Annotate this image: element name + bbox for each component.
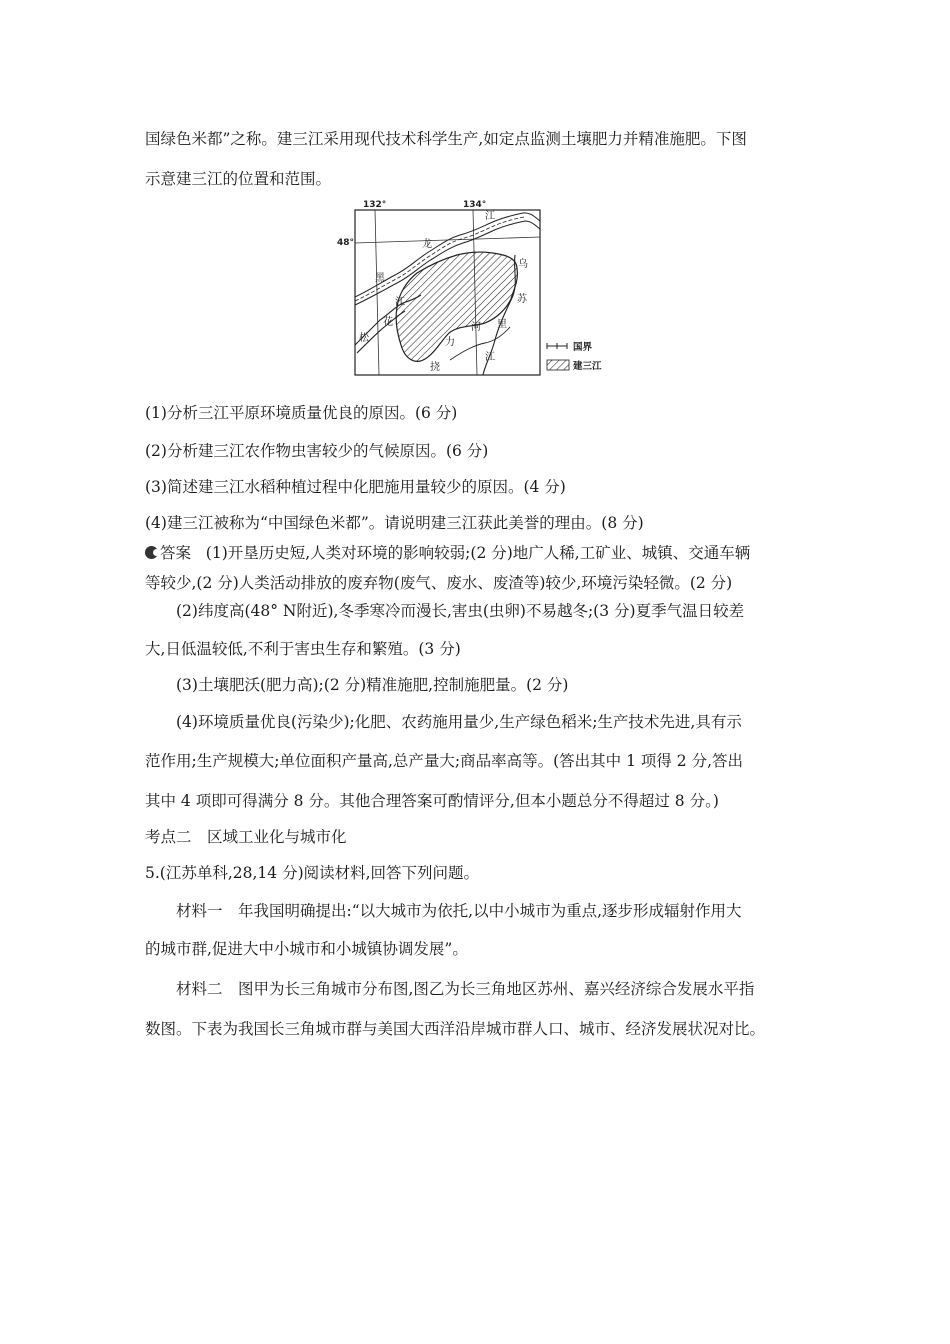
intro-line-1: 国绿色米都”之称。建三江采用现代技术科学生产,如定点监测土壤肥力并精准施肥。下图 xyxy=(145,130,747,148)
label-long: 龙 xyxy=(422,239,432,250)
question-4: (4)建三江被称为“中国绿色米都”。请说明建三江获此美誉的理由。(8 分) xyxy=(145,514,644,532)
material-2-line-1: 材料二 图甲为长三角城市分布图,图乙为长三角地区苏州、嘉兴经济综合发展水平指 xyxy=(176,980,755,998)
answer-icon xyxy=(145,546,158,559)
label-song: 松 xyxy=(359,333,369,344)
answer-1-line-1: (1)开垦历史短,人类对环境的影响较弱;(2 分)地广人稀,工矿业、城镇、交通车辆 xyxy=(205,544,751,562)
material-1-line-2: 的城市群,促进大中小城市和小城镇协调发展”。 xyxy=(145,940,468,958)
question-3: (3)简述建三江水稻种植过程中化肥施用量较少的原因。(4 分) xyxy=(145,478,566,496)
answer-4-line-1: (4)环境质量优良(污染少);化肥、农药施用量少,生产绿色稻米;生产技术先进,具有示 xyxy=(176,713,742,731)
section-title: 考点二 区域工业化与城市化 xyxy=(145,828,347,846)
material-2-line-2: 数图。下表为我国长三角城市群与美国大西洋沿岸城市群人口、城市、经济发展状况对比。 xyxy=(145,1020,766,1038)
label-hei: 黑 xyxy=(375,273,385,284)
label-nao: 挠 xyxy=(430,362,440,373)
label-jiang-bottom: 江 xyxy=(485,352,495,363)
jiansanjiang-region xyxy=(396,252,517,361)
question-1: (1)分析三江平原环境质量优良的原因。(6 分) xyxy=(145,404,458,422)
label-hua: 花 xyxy=(383,317,393,328)
label-wu: 乌 xyxy=(518,259,528,270)
legend-region-label: 建三江 xyxy=(573,361,602,372)
map-figure xyxy=(335,195,625,380)
legend-region-symbol xyxy=(547,360,569,370)
label-jiang-left: 江 xyxy=(395,297,405,308)
lat-label-48: 48° xyxy=(337,238,355,248)
lon-label-134: 134° xyxy=(463,200,487,210)
lon-label-132: 132° xyxy=(363,200,387,210)
answer-3: (3)土壤肥沃(肥力高);(2 分)精准施肥,控制施肥量。(2 分) xyxy=(176,676,569,694)
answer-label: 答案 xyxy=(160,544,192,562)
label-jiang-top: 江 xyxy=(485,211,495,222)
answer-4-line-2: 范作用;生产规模大;单位面积产量高,总产量大;商品率高等。(答出其中 1 项得 2 分,答出 xyxy=(145,752,744,770)
label-li-right: 里 xyxy=(497,319,507,330)
question-5-title: 5.(江苏单科,28,14 分)阅读材料,回答下列问题。 xyxy=(145,864,480,882)
answer-2-line-2: 大,日低温较低,不利于害虫生存和繁殖。(3 分) xyxy=(145,640,461,658)
label-su: 苏 xyxy=(517,294,527,305)
answer-1-line-2: 等较少,(2 分)人类活动排放的废弃物(废气、废水、废渣等)较少,环境污染轻微。(2 分) xyxy=(145,574,733,592)
legend-border-label: 国界 xyxy=(573,342,593,353)
label-li-mid: 力 xyxy=(445,337,455,348)
answer-2-line-1: (2)纬度高(48° N附近),冬季寒冷而漫长,害虫(虫卵)不易越冬;(3 分)夏季气温日较差 xyxy=(176,602,745,620)
answer-4-line-3: 其中 4 项即可得满分 8 分。其他合理答案可酌情评分,但本小题总分不得超过 8 分。) xyxy=(145,792,719,810)
label-he: 河 xyxy=(471,322,481,333)
jiansanjiang-map xyxy=(335,195,625,380)
answer-line-1 xyxy=(145,542,810,564)
intro-line-2: 示意建三江的位置和范围。 xyxy=(145,170,332,188)
question-2: (2)分析建三江农作物虫害较少的气候原因。(6 分) xyxy=(145,442,489,460)
material-1-line-1: 材料一 年我国明确提出:“以大城市为依托,以中小城市为重点,逐步形成辐射作用大 xyxy=(176,902,742,920)
